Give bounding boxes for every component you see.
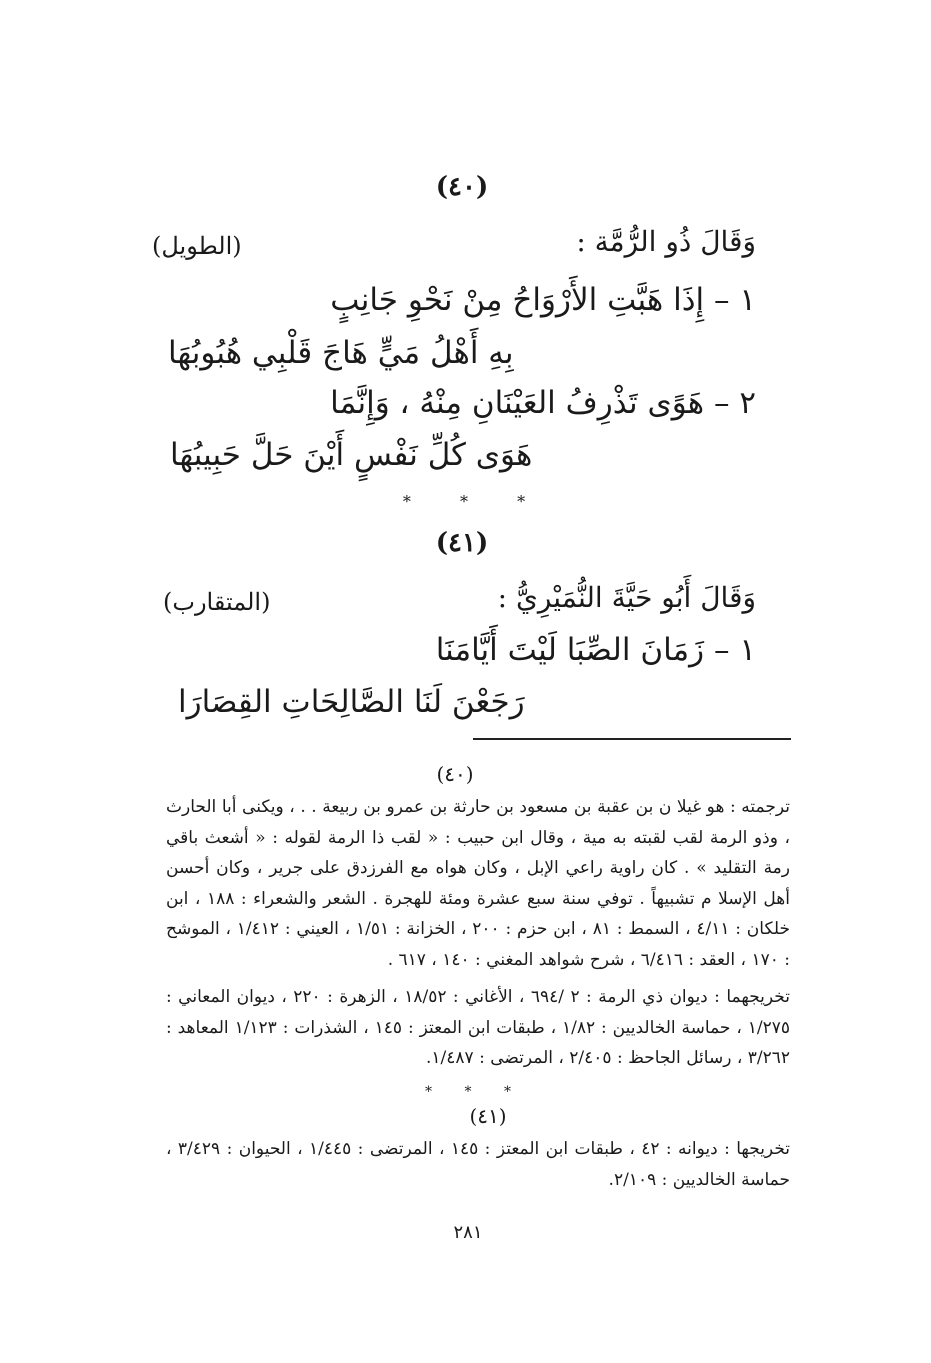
footnote-divider [473,738,791,740]
poem-41-verse-1-first-hemistich: ١ – زَمَانَ الصِّبَا لَيْتَ أَيَّامَنَا [435,632,756,668]
verse-2-second-hemistich: هَوَى كُلِّ نَفْسٍ أَيْنَ حَلَّ حَبِيبُهَا [170,437,533,473]
notes-40-number: (٤٠) [436,762,474,786]
poem-40-meter: (الطويل) [152,232,242,260]
poem-41-intro: وَقَالَ أَبُو حَيَّةَ النُّمَيْرِيُّ : [497,581,756,614]
notes-41-number: (٤١) [469,1104,507,1128]
verse-2-first-hemistich: ٢ – هَوًى تَذْرِفُ العَيْنَانِ مِنْهُ ، وَإِنَّمَا [330,385,756,421]
notes-separator-stars: * * * [425,1084,525,1100]
section-separator-stars: * * * [402,492,548,511]
poem-40-intro: وَقَالَ ذُو الرُّمَّة : [576,225,756,258]
page-number: ٢٨١ [453,1222,483,1243]
notes-40-sources: تخريجهما : ديوان ذي الرمة : ٢ /٦٩٤ ، الأغاني : ١٨/٥٢ ، الزهرة : ٢٢٠ ، ديوان المعاني : ١/٢٧٥ ، حماسة الخالديين : ١/٨٢ ، طبقات ابن المعتز : ١٤٥ ، الشذرات : ١/١٢٣ المعاهد : ٣/٢٦٢ ، رسائل الجاحظ : ٢/٤٠٥ ، المرتضى : ١/٤٨٧. [166,987,790,1068]
poem-41-verse-1-second-hemistich: رَجَعْنَ لَنَا الصَّالِحَاتِ القِصَارَا [178,684,525,720]
notes-41-sources: تخريجها : ديوانه : ٤٢ ، طبقات ابن المعتز : ١٤٥ ، المرتضى : ١/٤٤٥ ، الحيوان : ٣/٤٢٩ ، حماسة الخالديين : ٢/١٠٩. [166,1139,791,1190]
poem-41-meter: (المتقارب) [163,588,271,616]
poem-41-number: (٤١) [435,528,489,558]
verse-1-second-hemistich: بِهِ أَهْلُ مَيٍّ هَاجَ قَلْبِي هُبُوبُهَا [168,335,514,371]
notes-40-biography: ترجمته : هو غيلا ن بن عقبة بن مسعود بن حارثة بن عمرو بن ربيعة . . ، ويكنى أبا الحارث ، وذو الرمة لقب لقبته به مية ، وقال ابن حبيب : « لقب ذا الرمة لقوله : « أشعث باقي رمة التقليد » . كان راوية راعي الإبل ، وكان هواه مع الفرزدق على جرير ، وكان أحسن أهل الإسلا م تشبيهاً . توفي سنة سبع عشرة ومئة للهجرة . الشعر والشعراء : ١٨٨ ، ابن خلكان : ٤/١١ ، السمط : ٨١ ، ابن حزم : ٢٠٠ ، الخزانة : ١/٥١ ، العيني : ١/٤١٢ ، الموشح : ١٧٠ ، العقد : ٦/٤١٦ ، شرح شواهد المغني : ١٤٠ ، ٦١٧ . [166,797,790,970]
poem-40-number: (٤٠) [435,172,489,202]
verse-1-first-hemistich: ١ – إِذَا هَبَّتِ الأَرْوَاحُ مِنْ نَحْوِ جَانِبٍ [330,282,756,318]
